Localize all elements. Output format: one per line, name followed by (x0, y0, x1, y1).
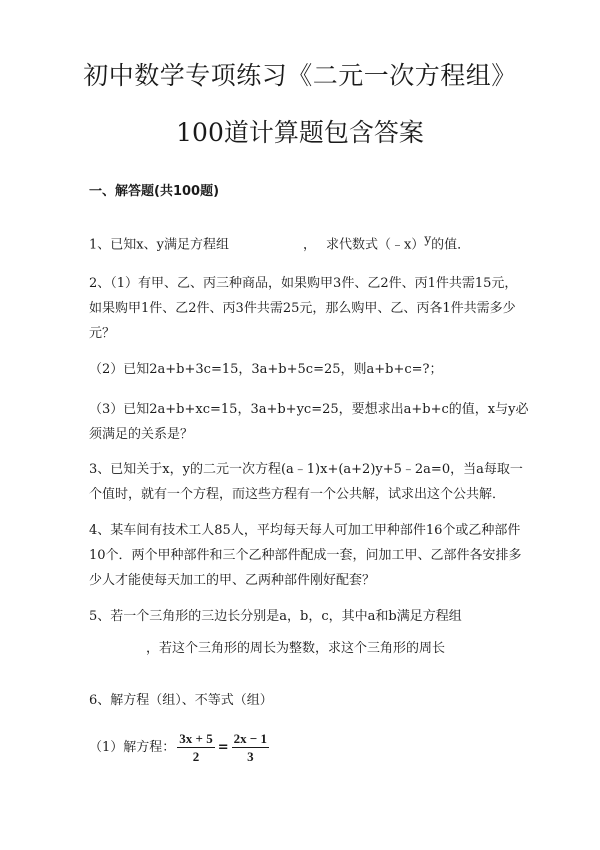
right-numerator: 2x − 1 (233, 731, 268, 746)
document-title-line-2: 100道计算题包含答案 (176, 118, 424, 147)
question-6-part-1 (89, 730, 529, 765)
question-1-end: 的值． (431, 237, 471, 253)
question-2: 2、（1）有甲、乙、丙三种商品，如果购甲3件、乙2件、丙1件共需15元，如果购甲1件、乙2件、丙3件共需25元，那么购甲、乙、丙各1件共需多少元？ (89, 276, 518, 341)
section-heading: 一、解答题(共100题) (89, 184, 220, 199)
left-denominator: 2 (192, 749, 200, 764)
question-5-line-2: ，若这个三角形的周长为整数，求这个三角形的周长 (146, 641, 446, 656)
question-6-heading: 6、解方程（组）、不等式（组） (89, 693, 273, 708)
question-4: 4、某车间有技术工人85人，平均每天每人可加工甲种部件16个或乙种部件10个．两个甲种部件和三个乙种部件配成一套，问加工甲、乙部件各安排多少人才能使每天加工的甲、乙两种部件刚好配套？ (89, 523, 522, 588)
question-1-text: 1、已知x、y满足方程组 (89, 237, 229, 253)
question-2-part-2: （2）已知2a+b+3c=15，3a+b+5c=25，则a+b+c=?； (89, 362, 443, 377)
question-5-line-1: 5、若一个三角形的三边长分别是a，b，c，其中a和b满足方程组 (89, 609, 462, 624)
question-3: 3、已知关于x，y的二元一次方程(a﹣1)x+(a+2)y+5﹣2a=0，当a每取一个值时，就有一个方程，而这些方程有一个公共解，试求出这个公共解． (89, 462, 523, 502)
question-2-part-3: （3）已知2a+b+xc=15，3a+b+yc=25，要想求出a+b+c的值，x与y必须满足的关系是？ (89, 402, 529, 442)
right-denominator: 3 (247, 749, 254, 764)
question-1-expression: 求代数式（﹣x） (325, 237, 425, 253)
equals-sign: = (217, 740, 229, 755)
question-1-exponent: y (424, 232, 432, 246)
left-numerator: 3x + 5 (179, 731, 213, 746)
equation-left-fraction (177, 730, 214, 765)
equation-right-fraction (232, 730, 269, 765)
question-1 (89, 227, 529, 257)
question-6-part-1-label: （1）解方程： (89, 740, 176, 755)
question-1-comma: ， (302, 237, 316, 253)
document-title-line-1: 初中数学专项练习《二元一次方程组》 (83, 61, 517, 90)
